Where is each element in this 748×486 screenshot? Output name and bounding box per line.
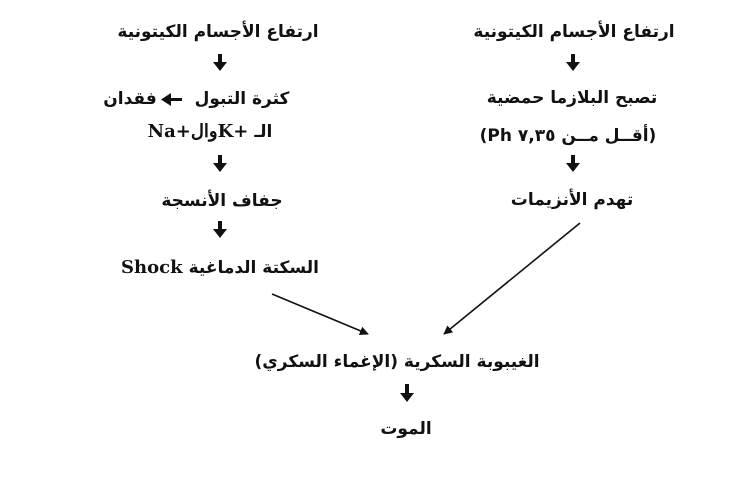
loss-label: فقدان — [103, 89, 157, 109]
diabetic-coma: الغيبوبة السكرية (الإغماء السكري) — [254, 352, 540, 372]
diagonal-arrow-left — [272, 294, 368, 334]
enzyme-breakdown: تهدم الأنزيمات — [510, 190, 634, 210]
death: الموت — [380, 419, 432, 439]
tissue-dehydration: جفاف الأنسجة — [161, 191, 283, 211]
down-arrow-bottom — [400, 384, 414, 402]
left-ketone-rise: ارتفاع الأجسام الكيتونية — [117, 22, 319, 42]
shock-label: Shock — [121, 257, 183, 278]
electrolyte-article: الـ — [254, 122, 273, 142]
plasma-acidic: تصبح البلازما حمضية — [486, 88, 658, 108]
ph-value: (Ph أقــل مــن ٧,٣٥) — [479, 126, 657, 146]
electrolyte-line — [148, 121, 273, 143]
left-arrow-polyuria — [161, 93, 182, 106]
down-arrow-left-3 — [213, 221, 227, 238]
polyuria-label: كثرة التبول — [194, 89, 290, 109]
electrolyte-formula: Na+والK+ — [147, 121, 249, 142]
down-arrow-left-2 — [213, 155, 227, 172]
right-ketone-rise: ارتفاع الأجسام الكيتونية — [473, 22, 675, 42]
down-arrow-right-2 — [566, 155, 580, 172]
diagonal-arrow-right — [444, 223, 580, 334]
shock-line — [121, 257, 319, 279]
stroke-label: السكتة الدماغية — [188, 258, 319, 278]
down-arrow-left-1 — [213, 54, 227, 71]
down-arrow-right-1 — [566, 54, 580, 71]
